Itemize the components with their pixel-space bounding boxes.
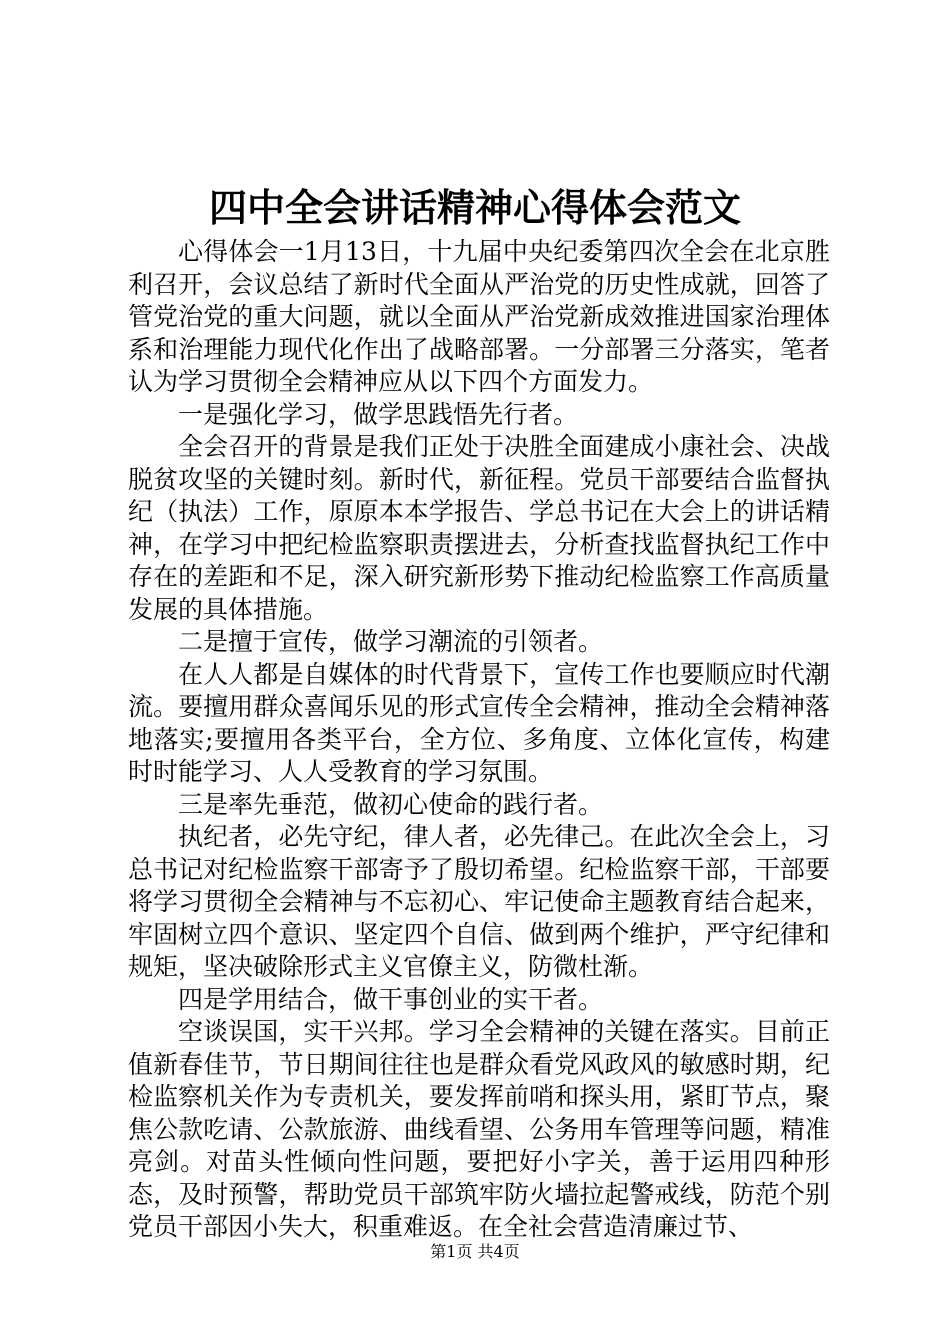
paragraph-point-3-detail: 执纪者，必先守纪，律人者，必先律己。在此次全会上，习总书记对纪检监察干部寄予了殷切希望。纪检监察干部，干部要将学习贯彻全会精神与不忘初心、牢记使命主题教育结合起来，牢固树立四个意识、坚定四个自信、做到两个维护，严守纪律和规矩，坚决破除形式主义官僚主义，防微杜渐。: [128, 822, 830, 981]
paragraph-point-1: 一是强化学习，做学思践悟先行者。: [178, 399, 579, 429]
paragraph-point-2-detail: 在人人都是自媒体的时代背景下，宣传工作也要顺应时代潮流。要擅用群众喜闻乐见的形式宣传全会精神，推动全会精神落地落实;要擅用各类平台，全方位、多角度、立体化宣传，构建时时能学习、人人受教育的学习氛围。: [128, 659, 830, 786]
document-title: 四中全会讲话精神心得体会范文: [208, 185, 741, 230]
document-body: [128, 236, 830, 1244]
paragraph-point-4: 四是学用结合，做干事创业的实干者。: [178, 984, 604, 1014]
paragraph-point-3: 三是率先垂范，做初心使命的践行者。: [178, 789, 604, 819]
paragraph-point-2: 二是擅于宣传，做学习潮流的引领者。: [178, 627, 604, 656]
paragraph-point-4-detail: 空谈误国，实干兴邦。学习全会精神的关键在落实。目前正值新春佳节，节日期间往往也是群众看党风政风的敏感时期，纪检监察机关作为专责机关，要发挥前哨和探头用，紧盯节点，聚焦公款吃请、公款旅游、曲线看望、公务用车管理等问题，精准亮剑。对苗头性倾向性问题，要把好小字关，善于运用四种形态，及时预警，帮助党员干部筑牢防火墙拉起警戒线，防范个别党员干部因小失大，积重难返。在全社会营造清廉过节、: [128, 1017, 830, 1241]
paragraph-intro: 心得体会一1月13日，十九届中央纪委第四次全会在北京胜利召开，会议总结了新时代全面从严治党的历史性成就，回答了管党治党的重大问题，就以全面从严治党新成效推进国家治理体系和治理能力现代化作出了战略部署。一分部署三分落实，笔者认为学习贯彻全会精神应从以下四个方面发力。: [128, 237, 830, 396]
page-footer: 第1页 共4页: [430, 1242, 520, 1261]
paragraph-point-1-detail: 全会召开的背景是我们正处于决胜全面建成小康社会、决战脱贫攻坚的关键时刻。新时代，新征程。党员干部要结合监督执纪（执法）工作，原原本本学报告、学总书记在大会上的讲话精神，在学习中把纪检监察职责摆进去，分析查找监督执纪工作中存在的差距和不足，深入研究新形势下推动纪检监察工作高质量发展的具体措施。: [128, 432, 830, 624]
